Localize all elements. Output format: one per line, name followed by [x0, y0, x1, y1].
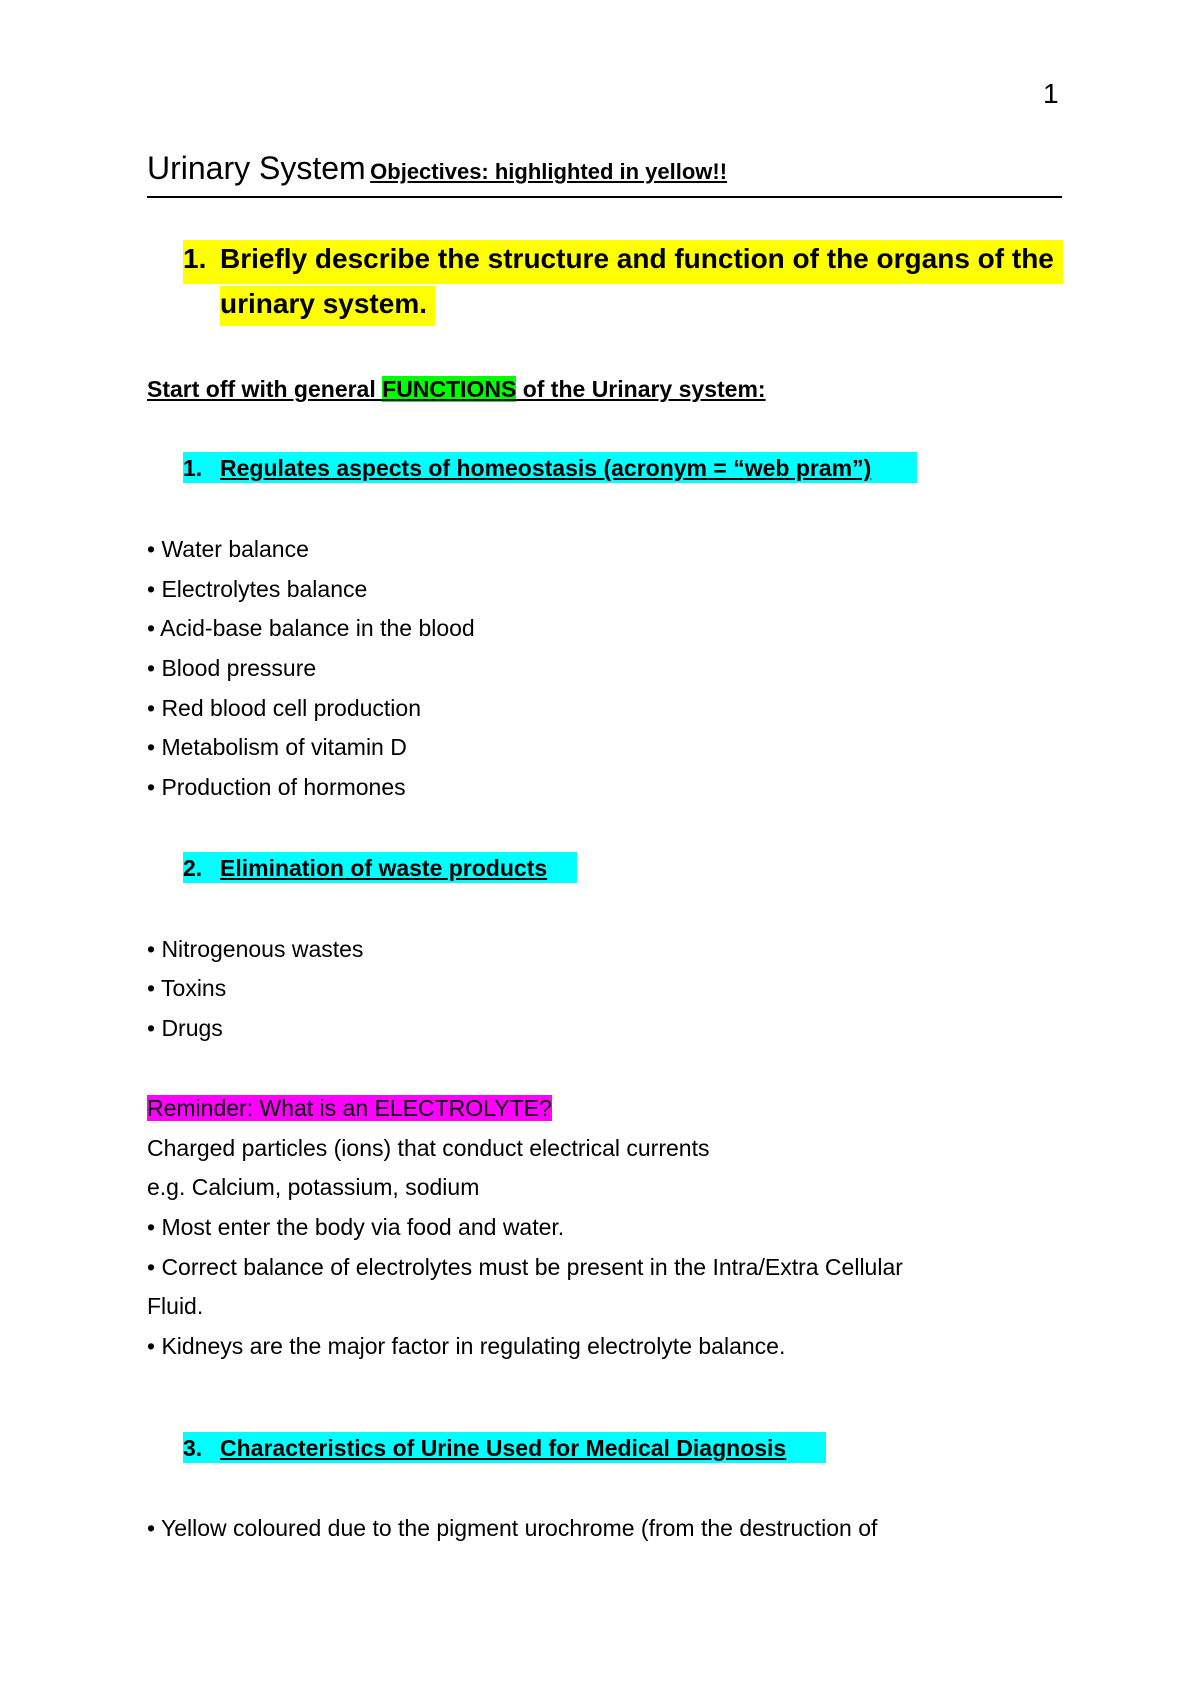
functions-intro	[147, 376, 766, 403]
list-item: • Toxins	[147, 975, 227, 1001]
reminder-highlight-text: Reminder: What is an ELECTROLYTE?	[147, 1095, 552, 1121]
reminder-line: e.g. Calcium, potassium, sodium	[147, 1174, 480, 1200]
intro-text-after: of the Urinary system:	[516, 376, 766, 402]
reminder-line: • Kidneys are the major factor in regulating electrolyte balance.	[147, 1333, 786, 1359]
reminder-line: Fluid.	[147, 1293, 204, 1319]
objective-number: 1.	[183, 243, 207, 274]
section-number: 2.	[183, 855, 203, 881]
section-number: 1.	[183, 455, 203, 481]
section-number: 3.	[183, 1435, 203, 1461]
intro-text-before: Start off with general	[147, 376, 383, 402]
reminder-line: • Most enter the body via food and water.	[147, 1214, 565, 1240]
title-objectives-note: Objectives: highlighted in yellow!!	[370, 159, 728, 184]
list-item: • Water balance	[147, 536, 309, 562]
objective-line2: urinary system.	[220, 288, 427, 319]
list-item: • Production of hormones	[147, 774, 406, 800]
reminder-line: • Correct balance of electrolytes must be present in the Intra/Extra Cellular	[147, 1254, 903, 1280]
list-item: • Drugs	[147, 1015, 223, 1041]
functions-highlight: FUNCTIONS	[382, 376, 517, 402]
section-heading-text: Characteristics of Urine Used for Medical Diagnosis	[220, 1435, 787, 1461]
list-item: • Blood pressure	[147, 655, 317, 681]
list-item: • Red blood cell production	[147, 695, 422, 721]
reminder-label	[147, 1095, 552, 1122]
list-item: • Electrolytes balance	[147, 576, 368, 602]
title-main: Urinary System	[147, 150, 366, 186]
section-heading-text: Elimination of waste products	[220, 855, 548, 881]
page-number: 1	[1043, 78, 1059, 109]
reminder-line: Charged particles (ions) that conduct electrical currents	[147, 1135, 710, 1161]
list-item: • Acid-base balance in the blood	[147, 615, 475, 641]
list-item: • Nitrogenous wastes	[147, 936, 364, 962]
section-heading-text: Regulates aspects of homeostasis (acronym = “web pram”)	[220, 455, 872, 481]
document-title	[147, 150, 1062, 198]
list-item: • Yellow coloured due to the pigment urochrome (from the destruction of	[147, 1515, 878, 1541]
list-item: • Metabolism of vitamin D	[147, 734, 407, 760]
objective-line1: Briefly describe the structure and function of the organs of the	[220, 243, 1054, 274]
